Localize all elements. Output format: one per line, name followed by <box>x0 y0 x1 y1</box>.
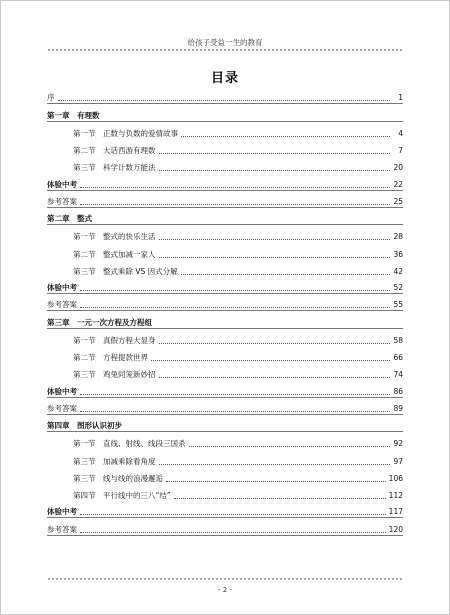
toc-dot-leader <box>189 445 391 447</box>
toc-entry[interactable] <box>47 501 403 518</box>
toc-dot-leader <box>151 359 390 361</box>
toc-entry-page: 66 <box>393 353 403 362</box>
toc-entry[interactable] <box>47 363 403 380</box>
toc-entry-page: 22 <box>393 179 403 189</box>
toc-dot-leader <box>159 152 391 154</box>
toc-dot-leader <box>80 306 390 308</box>
toc-entry-label: 第一节 正数与负数的爱情故事 <box>73 128 178 138</box>
toc-dot-leader <box>174 497 386 499</box>
toc-entry-page: 42 <box>393 266 403 276</box>
toc-entry[interactable] <box>47 260 403 277</box>
toc-entry[interactable] <box>47 346 403 363</box>
toc-entry[interactable] <box>47 329 403 346</box>
toc-entry-label: 第三章 一元一次方程及方程组 <box>47 317 152 327</box>
toc-entry-page: 52 <box>393 283 403 292</box>
toc-entry[interactable] <box>47 294 403 311</box>
toc-entry-page: 4 <box>398 128 403 138</box>
toc-entry-label: 第四章 图形认识初步 <box>47 421 122 430</box>
toc-dot-leader <box>159 238 391 240</box>
toc-entry[interactable] <box>47 242 403 259</box>
toc-entry-page: 92 <box>393 439 403 449</box>
toc-entry-label: 参考答案 <box>47 403 77 413</box>
toc-dot-leader <box>181 273 390 275</box>
toc-dot-leader <box>166 480 386 482</box>
running-header: 给孩子受益一生的教育 <box>187 38 263 47</box>
toc-entry-label: 第二节 方程提款世界 <box>73 353 148 362</box>
toc-entry-page: 106 <box>388 473 403 483</box>
toc-entry-label: 序 <box>47 93 55 103</box>
toc-entry[interactable] <box>47 467 403 484</box>
toc-title: 目录 <box>210 71 239 86</box>
toc-entry[interactable] <box>47 139 403 156</box>
toc-entry[interactable] <box>47 518 403 535</box>
toc-entry[interactable] <box>47 225 403 242</box>
toc-entry-label: 参考答案 <box>47 524 77 534</box>
toc-chapter-heading[interactable] <box>47 208 403 225</box>
toc-entry-label: 第四节 平行线中的三八“结” <box>73 491 171 500</box>
toc-chapter-heading[interactable] <box>47 311 403 328</box>
toc-entry-page: 36 <box>393 249 403 259</box>
toc-entry-label: 第三节 鸡兔同笼新妙招 <box>73 370 156 380</box>
toc-chapter-heading[interactable] <box>47 415 403 432</box>
toc-entry-label: 第二节 整式加减一家人 <box>73 249 156 259</box>
toc-entry-label: 第三节 加减乘除看角度 <box>73 456 156 466</box>
toc-dot-leader <box>159 256 391 258</box>
toc-dot-leader <box>80 410 390 412</box>
toc-dot-leader <box>159 463 391 465</box>
toc-entry[interactable] <box>47 173 403 190</box>
toc-entry-page: 20 <box>393 163 403 173</box>
footer-divider <box>47 577 403 581</box>
toc-entry-label: 第三节 整式乘除 VS 因式分解 <box>73 266 178 276</box>
toc-dot-leader <box>159 376 391 378</box>
table-of-contents <box>47 87 403 536</box>
toc-entry[interactable] <box>47 380 403 397</box>
toc-entry-label: 体验中考 <box>47 507 77 517</box>
toc-entry-page: 112 <box>388 491 403 500</box>
toc-dot-leader <box>80 186 390 188</box>
toc-entry-label: 参考答案 <box>47 300 77 310</box>
toc-entry-label: 体验中考 <box>47 179 77 189</box>
toc-entry-label: 体验中考 <box>47 283 77 292</box>
toc-dot-leader <box>181 135 390 137</box>
toc-entry-page: 58 <box>393 335 403 345</box>
header-divider <box>47 48 403 52</box>
toc-entry-label: 第二节 大话西游有理数 <box>73 146 156 155</box>
toc-entry-label: 第三节 科学计数万能法 <box>73 163 156 173</box>
toc-dot-leader <box>80 393 390 395</box>
toc-entry[interactable] <box>47 156 403 173</box>
toc-entry-label: 第一节 真假方程大显身 <box>73 335 156 345</box>
toc-entry-label: 第二章 整式 <box>47 214 92 223</box>
toc-entry-page: 97 <box>393 456 403 466</box>
toc-dot-leader <box>80 289 390 291</box>
toc-entry-page: 89 <box>393 403 403 413</box>
toc-entry-label: 第一节 直线、射线、线段三国杀 <box>73 439 186 449</box>
toc-dot-leader <box>159 169 391 171</box>
toc-entry-label: 参考答案 <box>47 196 77 206</box>
toc-entry-label: 第三节 线与线的浪漫邂逅 <box>73 473 163 483</box>
toc-dot-leader <box>80 531 386 533</box>
toc-entry[interactable] <box>47 191 403 208</box>
toc-entry-label: 第一章 有理数 <box>47 110 100 120</box>
toc-dot-leader <box>58 99 391 101</box>
toc-entry[interactable] <box>47 449 403 466</box>
toc-entry-label: 第一节 整式的快乐生活 <box>73 232 156 242</box>
toc-entry-page: 74 <box>393 370 403 380</box>
toc-entry-page: 120 <box>388 524 403 534</box>
toc-entry-page: 55 <box>393 300 403 310</box>
toc-entry[interactable] <box>47 398 403 415</box>
toc-dot-leader <box>159 342 391 344</box>
toc-entry[interactable] <box>47 484 403 501</box>
toc-entry-page: 25 <box>393 196 403 206</box>
toc-entry-page: 28 <box>393 232 403 242</box>
toc-entry-page: 117 <box>388 507 403 517</box>
toc-entry-page: 86 <box>393 386 403 396</box>
toc-entry[interactable] <box>47 87 403 104</box>
toc-entry-label: 体验中考 <box>47 386 77 396</box>
toc-entry-page: 7 <box>398 146 403 155</box>
toc-entry-page: 1 <box>398 93 403 103</box>
page-number: - 2 - <box>218 586 232 594</box>
toc-dot-leader <box>80 203 390 205</box>
toc-entry[interactable] <box>47 122 403 139</box>
toc-dot-leader <box>80 513 386 515</box>
toc-entry[interactable] <box>47 432 403 449</box>
toc-chapter-heading[interactable] <box>47 104 403 121</box>
toc-entry[interactable] <box>47 277 403 294</box>
